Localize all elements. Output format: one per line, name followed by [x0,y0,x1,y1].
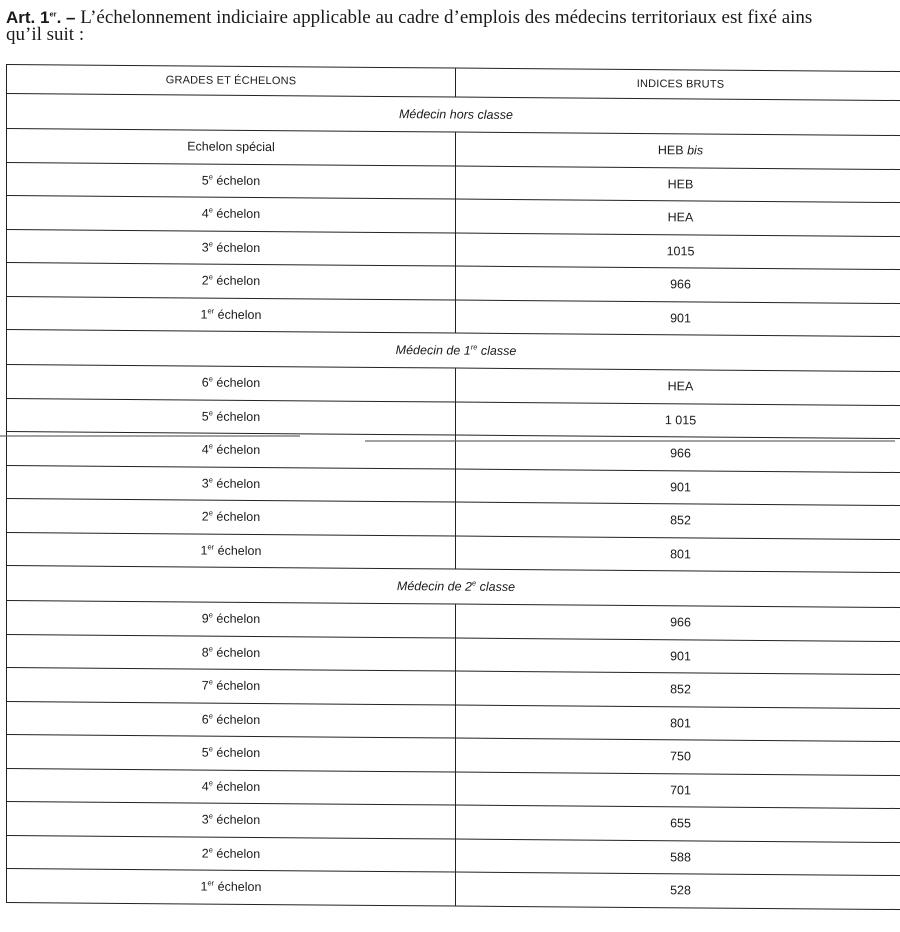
article-text-continued: qu’il suit : [6,24,85,45]
scan-artifact-line [0,435,300,437]
grade-cell: 3e échelon [7,802,456,839]
grade-cell: 3e échelon [7,229,456,266]
article-number: Art. 1er. – [6,8,76,27]
index-cell: HEA [456,199,900,236]
index-cell: HEB bis [456,132,900,169]
grade-cell: 4e échelon [7,768,456,805]
grade-cell: 5e échelon [7,735,456,772]
index-cell: 966 [456,435,900,472]
index-cell: 852 [456,671,900,708]
grade-cell: 5e échelon [7,398,456,435]
index-cell: 588 [456,839,900,876]
grade-cell: 9e échelon [7,601,456,638]
grade-cell: 3e échelon [7,465,456,502]
grade-cell: 1er échelon [7,296,456,333]
grade-cell: 1er échelon [7,869,456,906]
grade-cell: 4e échelon [7,196,456,233]
index-cell: 966 [456,266,900,303]
grade-cell: 7e échelon [7,668,456,705]
index-cell: 801 [456,705,900,742]
index-cell: 655 [456,805,900,842]
index-cell: 901 [456,638,900,675]
grade-cell: 1er échelon [7,532,456,569]
article-intro [6,7,900,45]
index-cell: 901 [456,300,900,337]
index-cell: 1015 [456,233,900,270]
article-text: L’échelonnement indiciaire applicable au cadre d’emplois des médecins territoriaux est fixé ains [75,7,813,28]
index-cell: 1 015 [456,402,900,439]
section-title: Médecin de 2e classe [7,566,900,608]
salary-scale-table [6,64,900,910]
grade-cell: 2e échelon [7,263,456,300]
grade-cell: 2e échelon [7,499,456,536]
index-cell: HEA [456,368,900,405]
header-indices: INDICES BRUTS [456,68,900,101]
index-cell: 901 [456,469,900,506]
index-cell: 852 [456,502,900,539]
grade-cell: 4e échelon [7,432,456,469]
header-grades: GRADES ET ÉCHELONS [7,65,456,98]
index-cell: 801 [456,536,900,573]
grade-cell: 8e échelon [7,634,456,671]
index-cell: 701 [456,772,900,809]
index-cell: 750 [456,738,900,775]
section-title: Médecin de 1re classe [7,330,900,372]
grade-cell: 2e échelon [7,835,456,872]
table-row [7,869,900,910]
index-cell: HEB [456,166,900,203]
grade-cell: 6e échelon [7,701,456,738]
index-cell: 966 [456,604,900,641]
grade-cell: 6e échelon [7,365,456,402]
grade-cell: Echelon spécial [7,129,456,166]
index-cell: 528 [456,872,900,909]
scan-artifact-line [365,440,895,442]
section-title: Médecin hors classe [7,94,900,136]
grade-cell: 5e échelon [7,162,456,199]
